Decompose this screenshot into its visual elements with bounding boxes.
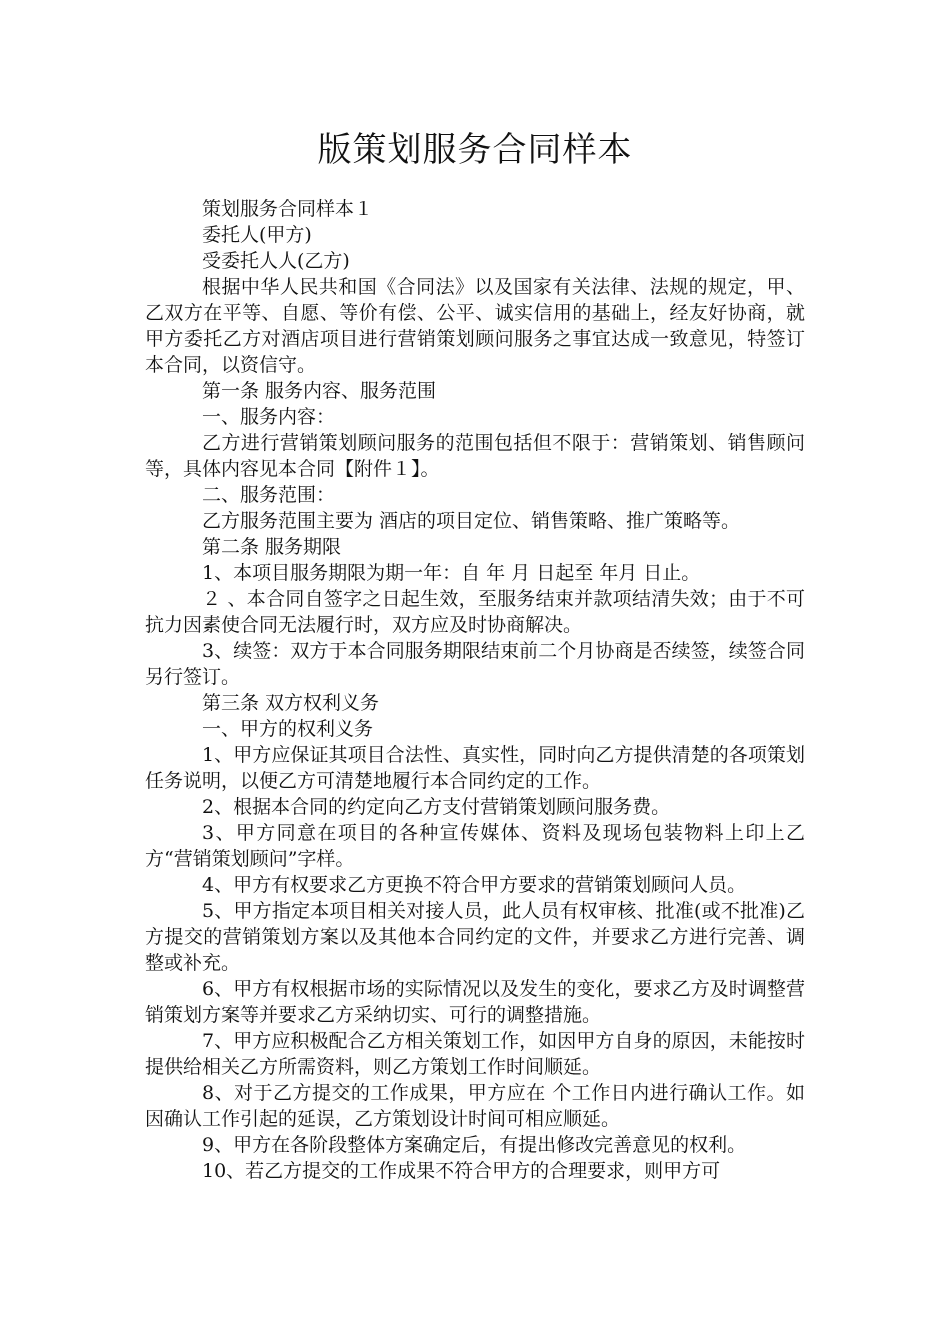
paragraph-party-a-item-6: 6、甲方有权根据市场的实际情况以及发生的变化，要求乙方及时调整营销策划方案等并要求乙方采纳切实、可行的调整措施。	[145, 978, 805, 1026]
paragraph-party-a-item-10: 10、若乙方提交的工作成果不符合甲方的合理要求，则甲方可	[202, 1160, 721, 1182]
paragraph-service-scope: 乙方服务范围主要为 酒店的项目定位、销售策略、推广策略等。	[202, 510, 741, 532]
paragraph-party-a-item-2: 2、根据本合同的约定向乙方支付营销策划顾问服务费。	[202, 796, 671, 818]
paragraph-preamble: 根据中华人民共和国《合同法》以及国家有关法律、法规的规定，甲、乙双方在平等、自愿、等价有偿、公平、诚实信用的基础上，经友好协商，就甲方委托乙方对酒店项目进行营销策划顾问服务之事宜达成一致意见，特签订本合同，以资信守。	[145, 276, 805, 376]
paragraph-sample-heading: 策划服务合同样本１	[202, 198, 374, 220]
paragraph-party-a-item-3: 3、甲方同意在项目的各种宣传媒体、资料及现场包装物料上印上乙方“营销策划顾问”字样。	[145, 822, 805, 870]
paragraph-term-2: ２ 、本合同自签字之日起生效，至服务结束并款项结清失效；由于不可抗力因素使合同无法履行时，双方应及时协商解决。	[145, 588, 805, 636]
paragraph-party-a-item-4: 4、甲方有权要求乙方更换不符合甲方要求的营销策划顾问人员。	[202, 874, 747, 896]
paragraph-party-a-item-7: 7、甲方应积极配合乙方相关策划工作，如因甲方自身的原因，未能按时提供给相关乙方所需资料，则乙方策划工作时间顺延。	[145, 1030, 805, 1078]
article-2-heading: 第二条 服务期限	[202, 536, 342, 558]
section-party-a-rights-heading: 一、甲方的权利义务	[202, 718, 374, 740]
paragraph-party-a-item-1: 1、甲方应保证其项目合法性、真实性，同时向乙方提供清楚的各项策划任务说明，以便乙方可清楚地履行本合同约定的工作。	[145, 744, 805, 792]
paragraph-client-party: 委托人(甲方)	[202, 224, 312, 246]
paragraph-party-a-item-5: 5、甲方指定本项目相关对接人员，此人员有权审核、批准(或不批准)乙方提交的营销策划方案以及其他本合同约定的文件，并要求乙方进行完善、调整或补充。	[145, 900, 805, 974]
article-3-heading: 第三条 双方权利义务	[202, 692, 380, 714]
paragraph-agent-party: 受委托人人(乙方)	[202, 250, 350, 272]
paragraph-term-1: 1、本项目服务期限为期一年：自 年 月 日起至 年月 日止。	[202, 562, 701, 584]
document-body	[145, 196, 805, 1184]
section-service-scope-heading: 二、服务范围：	[202, 484, 336, 506]
paragraph-service-content: 乙方进行营销策划顾问服务的范围包括但不限于：营销策划、销售顾问等，具体内容见本合同【附件１】。	[145, 432, 805, 480]
document-title: 版策划服务合同样本	[317, 130, 633, 170]
section-service-content-heading: 一、服务内容：	[202, 406, 336, 428]
paragraph-term-3: 3、续签：双方于本合同服务期限结束前二个月协商是否续签，续签合同另行签订。	[145, 640, 805, 688]
paragraph-party-a-item-9: 9、甲方在各阶段整体方案确定后，有提出修改完善意见的权利。	[202, 1134, 747, 1156]
article-1-heading: 第一条 服务内容、服务范围	[202, 380, 437, 402]
paragraph-party-a-item-8: 8、对于乙方提交的工作成果，甲方应在 个工作日内进行确认工作。如因确认工作引起的延误，乙方策划设计时间可相应顺延。	[145, 1082, 805, 1130]
